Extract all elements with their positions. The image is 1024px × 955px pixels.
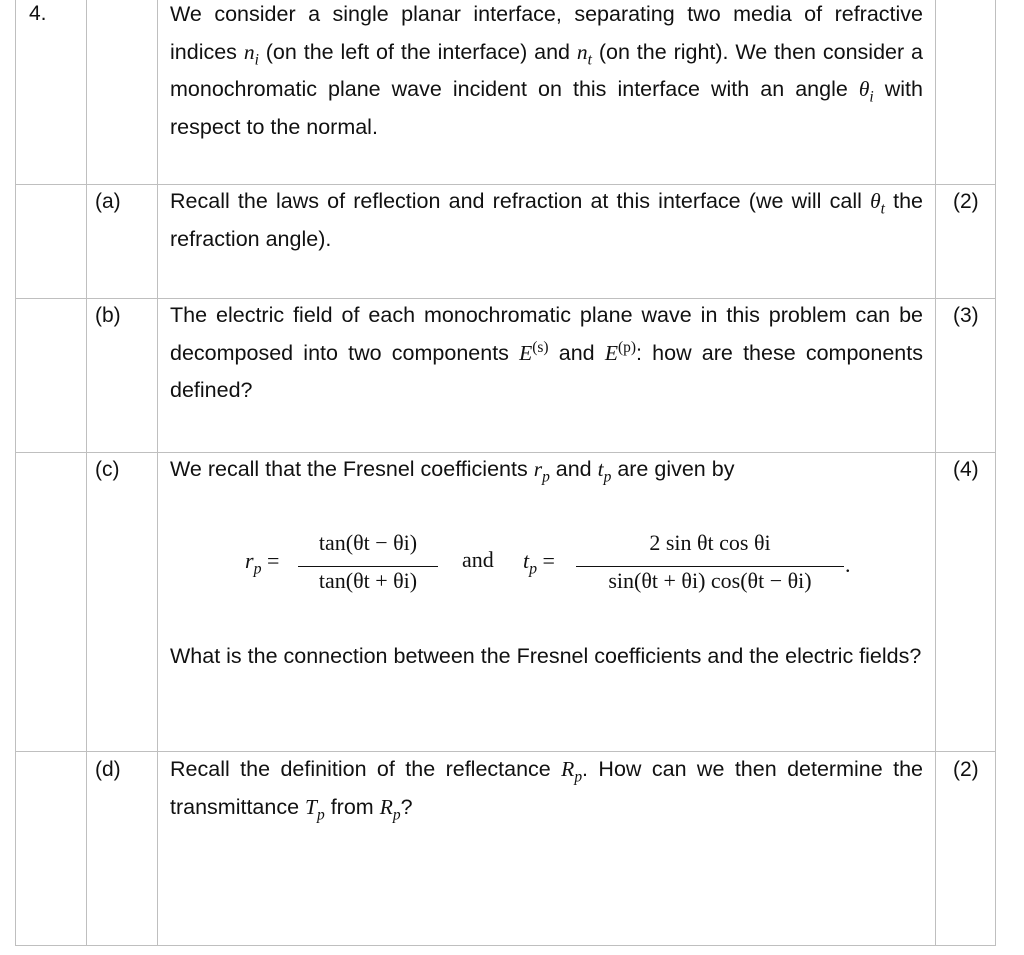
question-intro: We consider a single planar interface, separating two media of refractive indices $n_i$ (on the left of the interface) and $n_t$ (on the right). We then consider a monochromatic plane wave incident on this interface with an angle $\theta_i$ with respect to the normal. bbox=[170, 2, 923, 139]
rp-numerator: tan(θt − θi) bbox=[318, 530, 418, 555]
part-c-label: (c) bbox=[95, 458, 120, 481]
part-d-text: Recall the definition of the reflectance $R_p$. How can we then determine the transmittance $T_p$ from $R_p$? bbox=[170, 757, 923, 823]
rp-lhs: $r_p$ = bbox=[245, 548, 280, 578]
tp-fraction-bar bbox=[576, 566, 844, 567]
table-divider-1 bbox=[86, 0, 87, 946]
question-table bbox=[15, 0, 996, 946]
part-a-label: (a) bbox=[95, 190, 121, 213]
part-b-marks: (3) bbox=[953, 304, 979, 327]
table-divider-2 bbox=[157, 0, 158, 946]
table-border-left bbox=[15, 0, 16, 946]
table-border-bottom bbox=[15, 945, 996, 946]
rp-denominator: tan(θt + θi) bbox=[318, 568, 418, 593]
part-d-marks: (2) bbox=[953, 758, 979, 781]
equation-period: . bbox=[845, 552, 851, 577]
part-a-marks: (2) bbox=[953, 190, 979, 213]
tp-numerator: 2 sin θt cos θi bbox=[649, 530, 771, 555]
part-b-text: The electric field of each monochromatic plane wave in this problem can be decomposed into two components $E^{(s)}$ and $E^{(p)}$: how are these components defined? bbox=[170, 303, 923, 402]
rp-fraction bbox=[298, 530, 438, 600]
part-c-marks: (4) bbox=[953, 458, 979, 481]
tp-fraction bbox=[576, 530, 844, 600]
tp-denominator: sin(θt + θi) cos(θt − θi) bbox=[608, 568, 812, 593]
part-d-label: (d) bbox=[95, 758, 121, 781]
table-divider-3 bbox=[935, 0, 936, 946]
question-number: 4. bbox=[29, 2, 47, 25]
table-border-right bbox=[995, 0, 996, 946]
equation-and: and bbox=[462, 547, 494, 572]
part-b-label: (b) bbox=[95, 304, 121, 327]
part-c-question: What is the connection between the Fresnel coefficients and the electric fields? bbox=[170, 644, 922, 668]
part-c-intro: We recall that the Fresnel coefficients $r_p$ and $t_p$ are given by bbox=[170, 457, 735, 486]
tp-lhs: $t_p$ = bbox=[523, 548, 555, 578]
part-a-text: Recall the laws of reflection and refraction at this interface (we will call $\theta_t$ the refraction angle). bbox=[170, 189, 923, 251]
rp-fraction-bar bbox=[298, 566, 438, 567]
